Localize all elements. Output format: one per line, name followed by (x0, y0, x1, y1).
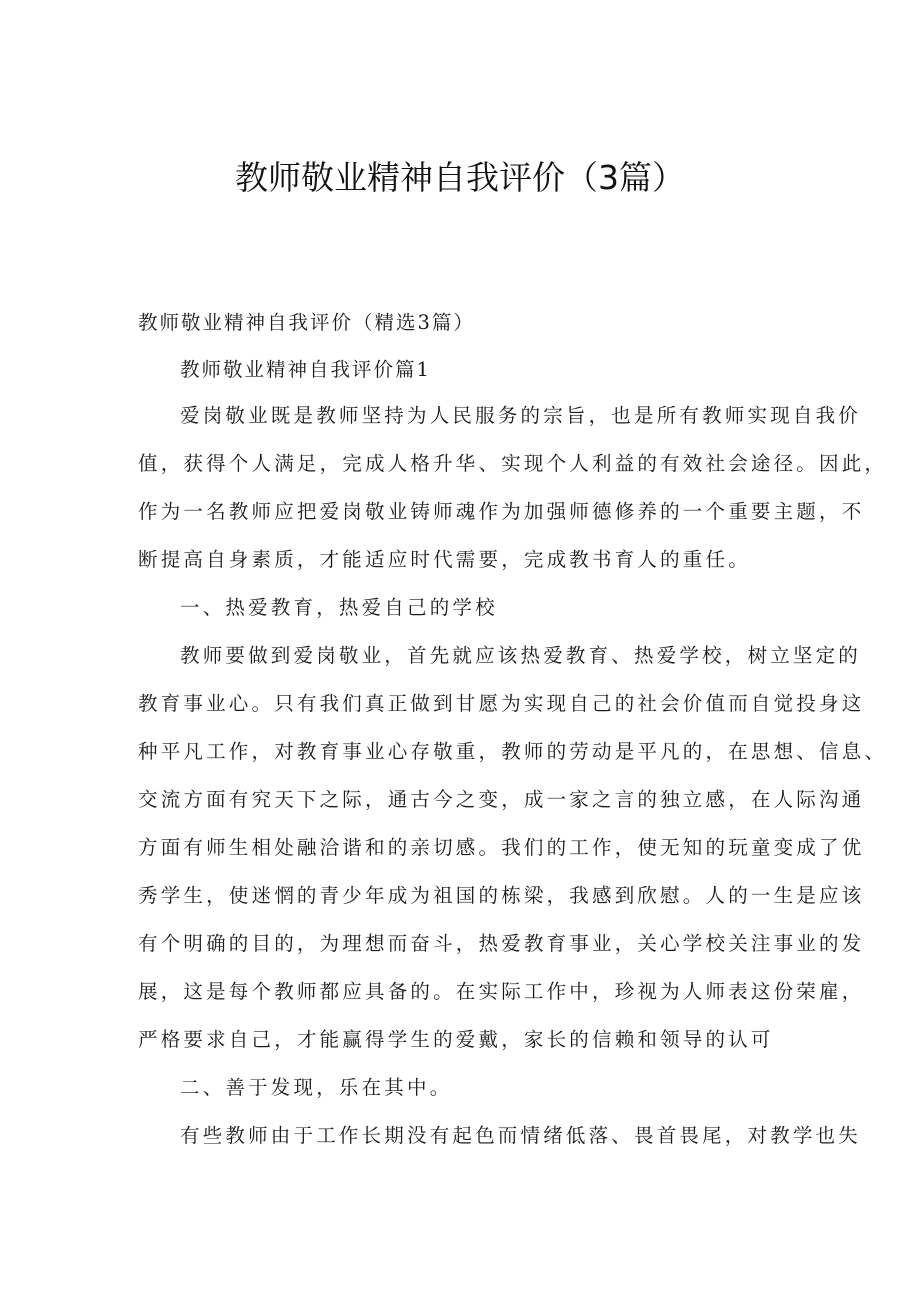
paragraph-2-line-7: 有个明确的目的，为理想而奋斗，热爱教育事业，关心学校关注事业的发 (138, 932, 865, 955)
paragraph-3-line-1: 有些教师由于工作长期没有起色而情绪低落、畏首畏尾，对教学也失 (180, 1124, 862, 1147)
paragraph-1-line-2: 值，获得个人满足，完成人格升华、实现个人利益的有效社会途径。因此， (138, 452, 888, 475)
paragraph-2-line-8: 展，这是每个教师都应具备的。在实际工作中，珍视为人师表这份荣雇， (138, 980, 865, 1003)
subheading-2: 二、善于发现，乐在其中。 (180, 1076, 453, 1099)
paragraph-2-line-1: 教师要做到爱岗敬业，首先就应该热爱教育、热爱学校，树立坚定的 (180, 644, 862, 667)
paragraph-1-line-4: 断提高自身素质，才能适应时代需要，完成教书育人的重任。 (138, 548, 751, 571)
section-heading: 教师敬业精神自我评价篇1 (180, 358, 431, 381)
subheading-1: 一、热爱教育，热爱自己的学校 (180, 596, 498, 619)
paragraph-2-line-2: 教育事业心。只有我们真正做到甘愿为实现自己的社会价值而自觉投身这 (138, 692, 865, 715)
paragraph-2-line-6: 秀学生，使迷惘的青少年成为祖国的栋梁，我感到欣慰。人的一生是应该 (138, 884, 865, 907)
document-title: 教师敬业精神自我评价（3篇） (235, 158, 685, 197)
paragraph-2-line-4: 交流方面有究天下之际，通古今之变，成一家之言的独立感，在人际沟通 (138, 788, 865, 811)
paragraph-2-line-5: 方面有师生相处融洽谐和的亲切感。我们的工作，使无知的玩童变成了优 (138, 836, 865, 859)
paragraph-2-line-3: 种平凡工作，对教育事业心存敬重，教师的劳动是平凡的，在思想、信息、 (138, 740, 888, 763)
document-subtitle: 教师敬业精神自我评价（精选3篇） (138, 311, 475, 334)
paragraph-2-line-9: 严格要求自己，才能赢得学生的爱戴，家长的信赖和领导的认可 (138, 1028, 774, 1051)
paragraph-1-line-1: 爱岗敬业既是教师坚持为人民服务的宗旨，也是所有教师实现自我价 (180, 404, 862, 427)
paragraph-1-line-3: 作为一名教师应把爱岗敬业铸师魂作为加强师德修养的一个重要主题，不 (138, 500, 865, 523)
